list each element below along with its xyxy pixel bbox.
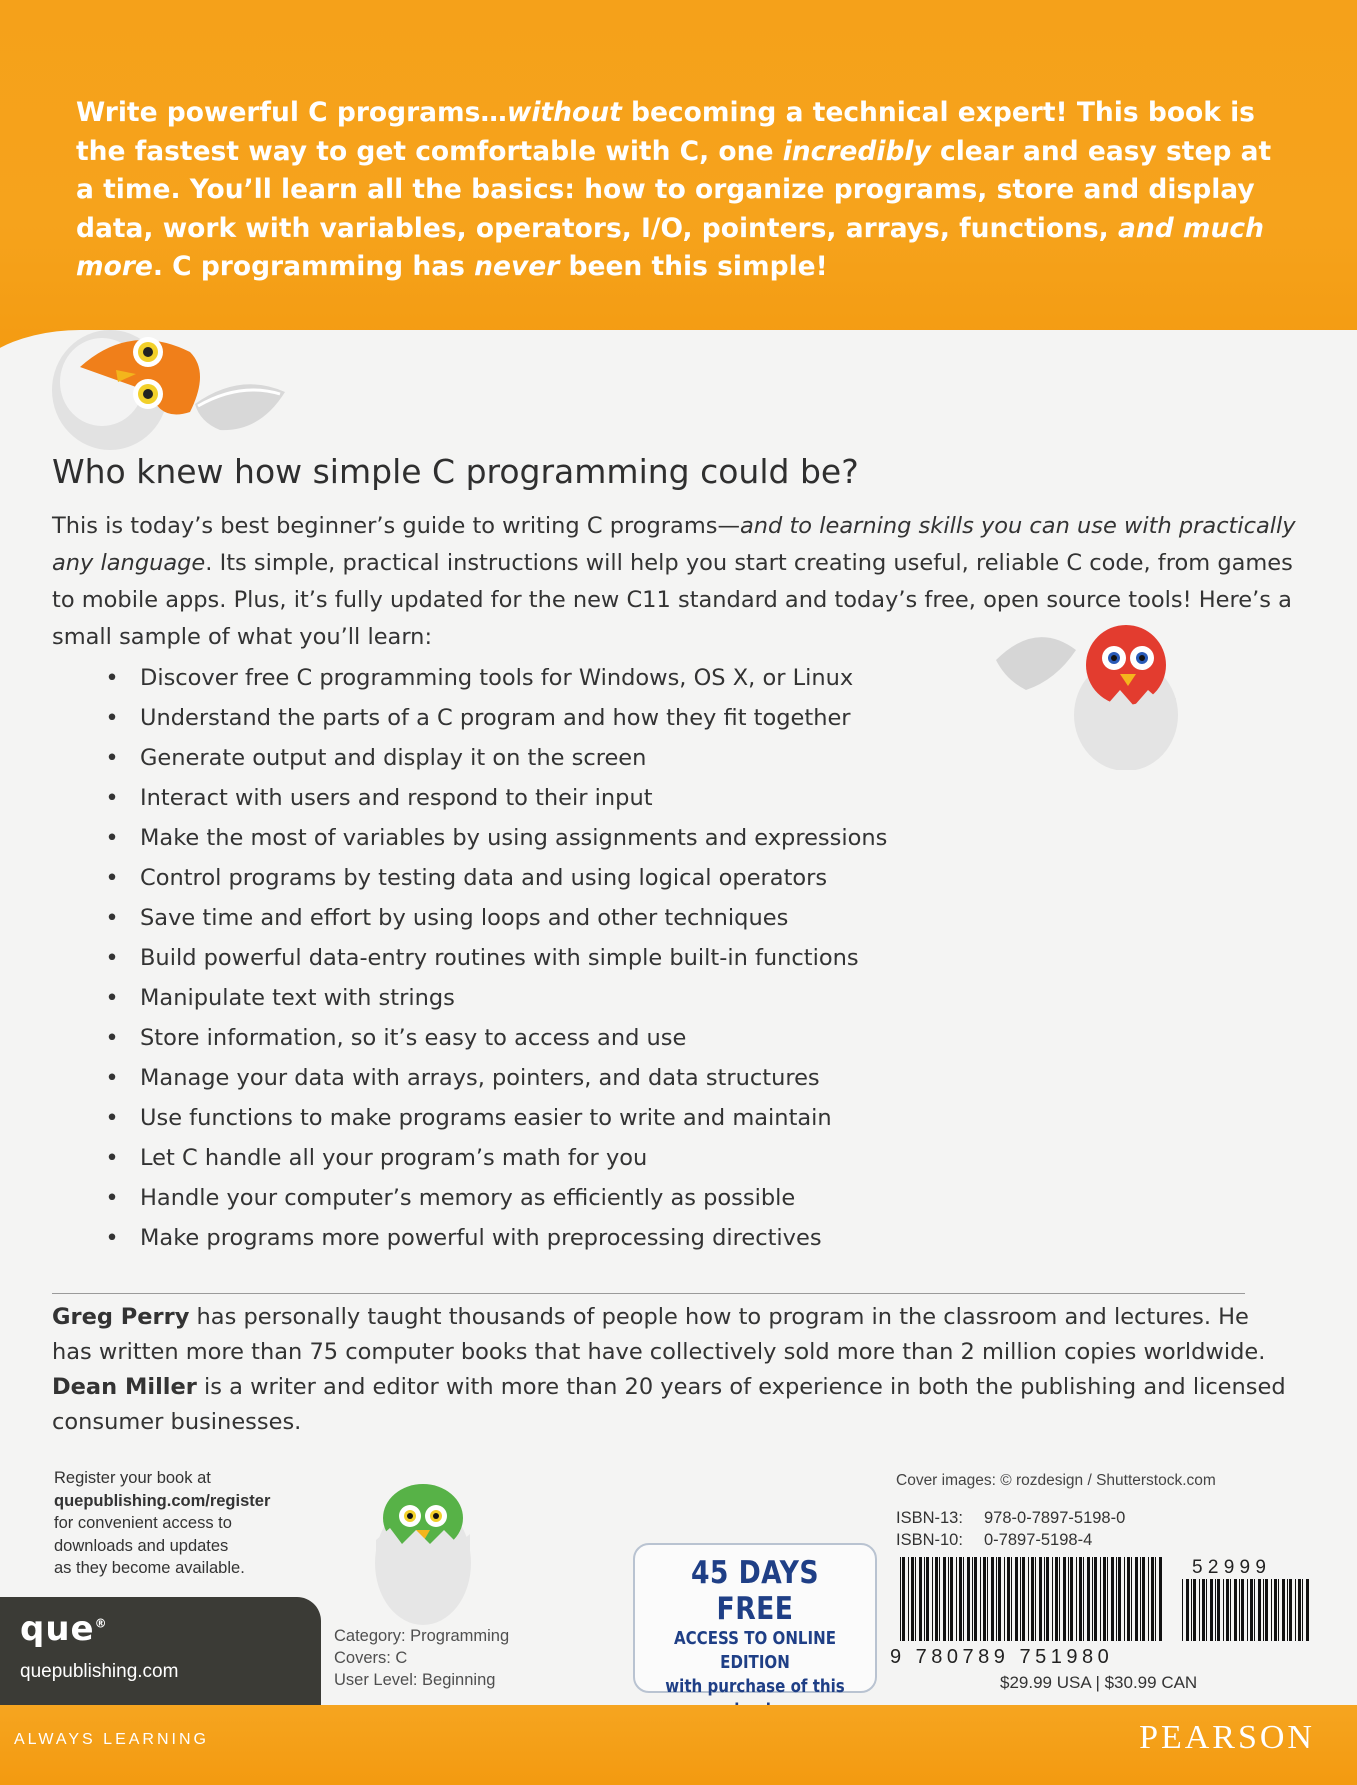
barcode-bar	[1230, 1579, 1231, 1641]
list-item: • Generate output and display it on the screen	[102, 738, 887, 778]
author-name: Dean Miller	[52, 1374, 197, 1400]
que-logo: que®	[20, 1609, 108, 1649]
bullet-icon: •	[105, 1025, 119, 1051]
barcode-bar	[967, 1557, 970, 1641]
barcode-bar	[1215, 1579, 1216, 1641]
barcode-bar	[963, 1557, 964, 1641]
bullet-icon: •	[105, 1105, 119, 1131]
barcode-bar	[1186, 1579, 1189, 1641]
barcode-bar	[1135, 1557, 1138, 1641]
list-item: • Let C handle all your program’s math for you	[102, 1138, 887, 1178]
barcode-bar	[1015, 1557, 1018, 1641]
barcode-bar	[1035, 1557, 1036, 1641]
barcode-bar	[1140, 1557, 1141, 1641]
barcode-bar	[1083, 1557, 1084, 1641]
barcode-bar	[1107, 1557, 1108, 1641]
barcode-bar	[1206, 1579, 1207, 1641]
bullet-icon: •	[105, 825, 119, 851]
barcode-bar	[902, 1557, 905, 1641]
barcode-bar	[980, 1557, 981, 1641]
barcode-bar	[983, 1557, 986, 1641]
barcode-bar	[1124, 1557, 1125, 1641]
barcode-bar	[911, 1557, 914, 1641]
barcode-bar	[1155, 1557, 1156, 1641]
pearson-logo: PEARSON	[1139, 1719, 1315, 1756]
category-info: Category: Programming Covers: C User Level: Beginning	[334, 1627, 510, 1689]
barcode-bar	[915, 1557, 916, 1641]
list-item: • Manage your data with arrays, pointers, and data structures	[102, 1058, 887, 1098]
barcode-bar	[1100, 1557, 1101, 1641]
barcode-bar	[1202, 1579, 1205, 1641]
barcode	[890, 1557, 1310, 1669]
intro-blurb: Write powerful C programs…without becoming a technical expert! This book is the fastest way to get comfortable with C, one incredibly clear and easy step at a time. You’ll learn all the basics: how to organize programs, store and display data, work with variables, operators, I/O, pointers, arrays, functions, and much more. C programming has never been this simple!	[76, 97, 1272, 282]
barcode-bar	[1111, 1557, 1114, 1641]
barcode-bar	[900, 1557, 901, 1641]
barcode-bar	[1191, 1579, 1192, 1641]
barcode-bar	[1278, 1579, 1279, 1641]
barcode-bar	[1302, 1579, 1303, 1641]
barcode-bar	[1289, 1579, 1292, 1641]
bullet-icon: •	[105, 1225, 119, 1251]
barcode-bar	[939, 1557, 940, 1641]
barcode-bar	[1210, 1579, 1213, 1641]
barcode-bar	[1271, 1579, 1272, 1641]
barcode-bar	[1076, 1557, 1077, 1641]
barcode-bar	[1011, 1557, 1012, 1641]
list-item: • Make programs more powerful with preprocessing directives	[102, 1218, 887, 1258]
barcode-bar	[1059, 1557, 1060, 1641]
bullet-icon: •	[105, 985, 119, 1011]
list-item: • Use functions to make programs easier to write and maintain	[102, 1098, 887, 1138]
list-item: • Build powerful data-entry routines with simple built-in functions	[102, 938, 887, 978]
barcode-bar	[998, 1557, 1001, 1641]
barcode-bar	[935, 1557, 938, 1641]
barcode-bar	[1250, 1579, 1253, 1641]
barcode-bar	[1159, 1557, 1162, 1641]
barcode-bars	[900, 1557, 1162, 1641]
barcode-bar	[1148, 1557, 1149, 1641]
isbn-info: ISBN-13: 978-0-7897-5198-0 ISBN-10: 0-7897-5198-4	[896, 1509, 1126, 1549]
list-item: • Handle your computer’s memory as efficiently as possible	[102, 1178, 887, 1218]
bullet-icon: •	[105, 705, 119, 731]
list-item: • Save time and effort by using loops and other techniques	[102, 898, 887, 938]
section-divider	[52, 1293, 1245, 1294]
barcode-bar	[1116, 1557, 1117, 1641]
barcode-bar	[1295, 1579, 1296, 1641]
barcode-bar	[1004, 1557, 1005, 1641]
bullet-icon: •	[105, 865, 119, 891]
register-note: Register your book at quepublishing.com/register for convenient access to downloads and updates as they become available.	[54, 1467, 354, 1580]
bullet-icon: •	[105, 1065, 119, 1091]
learning-bullet-list	[102, 658, 887, 1258]
publisher-block	[0, 1597, 321, 1705]
barcode-bar	[1055, 1557, 1058, 1641]
register-link[interactable]: quepublishing.com/register	[54, 1491, 271, 1510]
bullet-icon: •	[105, 665, 119, 691]
barcode-bar	[991, 1557, 994, 1641]
barcode-digits: 9 780789 751980	[890, 1646, 1114, 1668]
barcode-bar	[1131, 1557, 1132, 1641]
barcode-bar	[1193, 1579, 1196, 1641]
barcode-bar	[948, 1557, 949, 1641]
barcode-bar	[1263, 1579, 1264, 1641]
barcode-bar	[1039, 1557, 1042, 1641]
barcode-bar	[1022, 1557, 1025, 1641]
barcode-bar	[919, 1557, 922, 1641]
green-chick-egg-illustration	[368, 1468, 478, 1628]
barcode-bar	[932, 1557, 933, 1641]
list-item: • Interact with users and respond to their input	[102, 778, 887, 818]
barcode-bar	[1265, 1579, 1268, 1641]
barcode-bar	[1007, 1557, 1010, 1641]
footer-tagline: ALWAYS LEARNING	[14, 1731, 209, 1748]
barcode-bar	[959, 1557, 962, 1641]
barcode-bar	[908, 1557, 909, 1641]
barcode-bar	[1247, 1579, 1248, 1641]
barcode-bar	[1118, 1557, 1121, 1641]
barcode-bar	[1020, 1557, 1021, 1641]
barcode-bar	[996, 1557, 997, 1641]
barcode-bar	[1068, 1557, 1069, 1641]
addon-barcode-bars	[1182, 1579, 1309, 1641]
footer-band	[0, 1705, 1357, 1785]
barcode-bar	[1070, 1557, 1073, 1641]
bullet-icon: •	[105, 745, 119, 771]
barcode-bar	[1241, 1579, 1244, 1641]
barcode-bar	[950, 1557, 953, 1641]
barcode-bar	[1103, 1557, 1106, 1641]
barcode-bar	[1239, 1579, 1240, 1641]
publisher-url[interactable]: quepublishing.com	[20, 1661, 179, 1682]
barcode-bar	[1079, 1557, 1082, 1641]
barcode-bar	[924, 1557, 925, 1641]
barcode-bar	[1282, 1579, 1285, 1641]
barcode-bar	[926, 1557, 929, 1641]
author-bio: Greg Perry has personally taught thousands of people how to program in the classroom and lectures. He has written more than 75 computer books that have collectively sold more than 2 million copies worldwide. Dean Miller is a writer and editor with more than 20 years of experience in both the publishing and licensed consumer businesses.	[52, 1304, 1286, 1435]
barcode-bar	[943, 1557, 946, 1641]
barcode-bar	[972, 1557, 973, 1641]
barcode-bar	[1063, 1557, 1066, 1641]
barcode-bar	[1046, 1557, 1049, 1641]
barcode-bar	[1151, 1557, 1154, 1641]
barcode-bar	[1031, 1557, 1034, 1641]
list-item: • Store information, so it’s easy to access and use	[102, 1018, 887, 1058]
bullet-icon: •	[105, 1145, 119, 1171]
list-item: • Discover free C programming tools for Windows, OS X, or Linux	[102, 658, 887, 698]
barcode-bar	[1142, 1557, 1145, 1641]
barcode-bar	[1028, 1557, 1029, 1641]
barcode-bar	[1226, 1579, 1229, 1641]
barcode-bar	[1298, 1579, 1301, 1641]
price: $29.99 USA | $30.99 CAN	[1000, 1673, 1198, 1692]
barcode-bar	[1287, 1579, 1288, 1641]
list-item: • Manipulate text with strings	[102, 978, 887, 1018]
barcode-bar	[1127, 1557, 1130, 1641]
bullet-icon: •	[105, 785, 119, 811]
barcode-bar	[1258, 1579, 1261, 1641]
list-item: • Understand the parts of a C program and how they fit together	[102, 698, 887, 738]
barcode-bar	[1182, 1579, 1183, 1641]
bullet-icon: •	[105, 1185, 119, 1211]
barcode-bar	[956, 1557, 957, 1641]
image-credit: Cover images: © rozdesign / Shutterstock.com	[896, 1472, 1216, 1489]
bullet-icon: •	[105, 905, 119, 931]
barcode-bar	[1094, 1557, 1097, 1641]
offer-headline: 45 DAYS FREE	[690, 1555, 820, 1627]
barcode-bar	[1052, 1557, 1053, 1641]
bullet-icon: •	[105, 945, 119, 971]
barcode-bar	[1306, 1579, 1309, 1641]
barcode-bar	[1044, 1557, 1045, 1641]
barcode-bar	[987, 1557, 988, 1641]
headline: Who knew how simple C programming could be?	[52, 452, 859, 491]
orange-chick-egg-illustration	[40, 312, 290, 452]
barcode-bar	[1254, 1579, 1255, 1641]
list-item: • Control programs by testing data and using logical operators	[102, 858, 887, 898]
barcode-bar	[1223, 1579, 1224, 1641]
lead-paragraph: This is today’s best beginner’s guide to writing C programs—and to learning skills you can use with practically any language. Its simple, practical instructions will help you start creating useful, reliable C code, from games to mobile apps. Plus, it’s fully updated for the new C11 standard and today’s free, open source tools! Here’s a small sample of what you’ll learn:	[52, 513, 1296, 650]
author-name: Greg Perry	[52, 1304, 190, 1330]
barcode-bar	[1199, 1579, 1200, 1641]
online-edition-offer-badge: 45 DAYS FREE ACCESS TO ONLINE EDITION with purchase of this	[633, 1543, 877, 1693]
list-item: • Make the most of variables by using assignments and expressions	[102, 818, 887, 858]
barcode-bar	[1092, 1557, 1093, 1641]
barcode-bar	[974, 1557, 977, 1641]
barcode-bar	[1274, 1579, 1277, 1641]
barcode-bar	[1234, 1579, 1237, 1641]
addon-digits: 5 2 9 9 9	[1192, 1557, 1266, 1578]
barcode-bar	[1087, 1557, 1090, 1641]
barcode-bar	[1217, 1579, 1220, 1641]
